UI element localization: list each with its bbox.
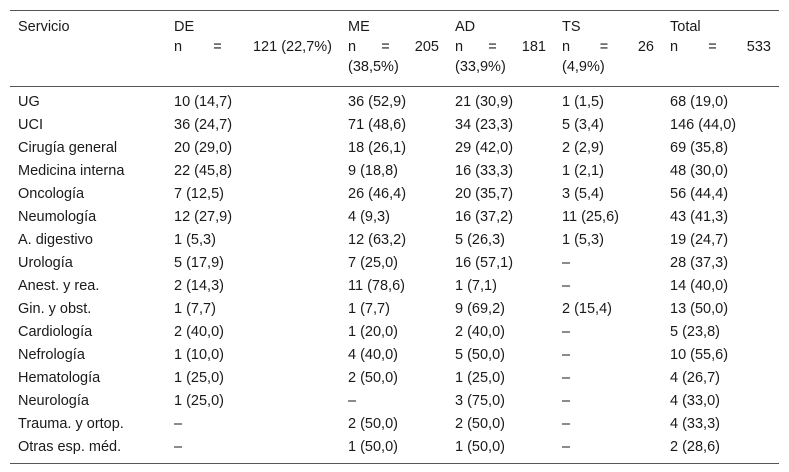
table-cell: 1 (25,0): [174, 370, 224, 386]
eq-label: =: [599, 39, 609, 55]
table-cell: 11 (25,6): [562, 209, 619, 225]
table-row: [10, 413, 779, 436]
service-name-cell: A. digestivo: [18, 232, 93, 248]
table-row: [10, 183, 779, 206]
header-count: 121 (22,7%): [252, 39, 332, 55]
table-cell: 16 (57,1): [455, 255, 514, 271]
table-cell: 13 (50,0): [670, 301, 729, 317]
service-name-cell: Oncología: [18, 186, 85, 202]
table-cell: 2 (50,0): [348, 370, 398, 386]
service-distribution-table: [10, 10, 779, 464]
table-cell: 1 (1,5): [562, 94, 604, 110]
table-cell: 12 (63,2): [348, 232, 407, 248]
table-cell: 68 (19,0): [670, 94, 729, 110]
service-name-cell: Otras esp. méd.: [18, 439, 122, 455]
service-name-cell: Trauma. y ortop.: [18, 416, 124, 432]
service-name-cell: Medicina interna: [18, 163, 125, 179]
table-row: [10, 321, 779, 344]
header-title: Servicio: [18, 19, 70, 35]
header-count-line: [670, 37, 771, 57]
service-name-cell: Urología: [18, 255, 73, 271]
table-row: [10, 390, 779, 413]
table-cell: 43 (41,3): [670, 209, 729, 225]
table-body: [10, 87, 779, 464]
table-cell: 20 (29,0): [174, 140, 233, 156]
table-row: [10, 137, 779, 160]
table-cell: 1 (50,0): [348, 439, 398, 455]
table-cell: 1 (20,0): [348, 324, 398, 340]
table-row: [10, 87, 779, 115]
service-name-cell: UCI: [18, 117, 43, 133]
table-cell: 1 (10,0): [174, 347, 224, 363]
table-cell: 1 (7,7): [348, 301, 390, 317]
table-cell: 146 (44,0): [670, 117, 737, 133]
table-cell: 1 (2,1): [562, 163, 604, 179]
table-cell: 9 (18,8): [348, 163, 398, 179]
table-cell: 2 (15,4): [562, 301, 612, 317]
service-name-cell: Cirugía general: [18, 140, 118, 156]
header-title: ME: [348, 19, 370, 35]
table-cell: 36 (24,7): [174, 117, 233, 133]
table-cell: 28 (37,3): [670, 255, 729, 271]
header-de: [166, 11, 340, 87]
table-cell: 1 (7,7): [174, 301, 216, 317]
table-cell: 48 (30,0): [670, 163, 729, 179]
table-cell: 1 (5,3): [174, 232, 216, 248]
table-cell: 7 (12,5): [174, 186, 224, 202]
data-table-container: [10, 10, 779, 464]
table-cell: 1 (5,3): [562, 232, 604, 248]
table-cell: –: [562, 347, 571, 363]
table-cell: –: [562, 416, 571, 432]
table-cell: 2 (50,0): [348, 416, 398, 432]
table-cell: 2 (40,0): [455, 324, 505, 340]
header-servicio: [10, 11, 166, 87]
header-ts: [554, 11, 662, 87]
table-cell: –: [562, 278, 571, 294]
table-cell: 19 (24,7): [670, 232, 729, 248]
table-cell: 16 (33,3): [455, 163, 514, 179]
header-row: [10, 11, 779, 87]
header-title: TS: [562, 19, 581, 35]
n-label: n: [348, 39, 357, 55]
table-row: [10, 252, 779, 275]
n-label: n: [455, 39, 464, 55]
n-label: n: [174, 39, 183, 55]
header-count: 205: [414, 39, 439, 55]
table-cell: 5 (3,4): [562, 117, 604, 133]
header-count-line: [174, 37, 332, 57]
service-name-cell: UG: [18, 94, 40, 110]
table-row: [10, 114, 779, 137]
service-name-cell: Nefrología: [18, 347, 85, 363]
header-count: 533: [746, 39, 771, 55]
table-cell: 3 (75,0): [455, 393, 505, 409]
table-cell: 4 (9,3): [348, 209, 390, 225]
table-row: [10, 160, 779, 183]
table-cell: 10 (55,6): [670, 347, 729, 363]
table-cell: –: [562, 255, 571, 271]
table-cell: 2 (14,3): [174, 278, 224, 294]
service-name-cell: Gin. y obst.: [18, 301, 92, 317]
header-percent: (4,9%): [562, 59, 605, 75]
table-cell: 4 (26,7): [670, 370, 720, 386]
header-percent: (38,5%): [348, 59, 399, 75]
header-percent: (33,9%): [455, 59, 506, 75]
table-cell: 36 (52,9): [348, 94, 407, 110]
header-count-line: [562, 37, 654, 57]
n-label: n: [670, 39, 679, 55]
table-cell: 26 (46,4): [348, 186, 407, 202]
header-me: [340, 11, 447, 87]
header-title: Total: [670, 19, 701, 35]
table-cell: 5 (50,0): [455, 347, 505, 363]
table-cell: 71 (48,6): [348, 117, 407, 133]
service-name-cell: Anest. y rea.: [18, 278, 100, 294]
header-ad: [447, 11, 554, 87]
table-cell: 56 (44,4): [670, 186, 729, 202]
table-cell: 5 (17,9): [174, 255, 224, 271]
table-row: [10, 436, 779, 464]
header-count: 181: [521, 39, 546, 55]
service-name-cell: Neurología: [18, 393, 89, 409]
table-cell: 2 (28,6): [670, 439, 720, 455]
table-cell: –: [562, 370, 571, 386]
table-cell: 12 (27,9): [174, 209, 233, 225]
table-cell: 16 (37,2): [455, 209, 514, 225]
table-cell: 20 (35,7): [455, 186, 514, 202]
table-cell: 2 (40,0): [174, 324, 224, 340]
service-name-cell: Neumología: [18, 209, 97, 225]
eq-label: =: [488, 39, 497, 55]
table-cell: 4 (33,3): [670, 416, 720, 432]
table-cell: 7 (25,0): [348, 255, 398, 271]
table-cell: 2 (50,0): [455, 416, 505, 432]
header-total: [662, 11, 779, 87]
eq-label: =: [381, 39, 390, 55]
header-title: DE: [174, 19, 195, 35]
table-cell: 14 (40,0): [670, 278, 729, 294]
table-cell: 5 (23,8): [670, 324, 720, 340]
service-name-cell: Hematología: [18, 370, 101, 386]
table-cell: 34 (23,3): [455, 117, 514, 133]
table-cell: 29 (42,0): [455, 140, 514, 156]
table-cell: –: [174, 439, 183, 455]
header-count-line: [455, 37, 546, 57]
table-cell: 18 (26,1): [348, 140, 407, 156]
table-row: [10, 367, 779, 390]
table-cell: 69 (35,8): [670, 140, 729, 156]
table-cell: 9 (69,2): [455, 301, 505, 317]
header-count: 26: [637, 39, 654, 55]
table-cell: 5 (26,3): [455, 232, 505, 248]
table-header: [10, 11, 779, 87]
table-cell: 4 (33,0): [670, 393, 720, 409]
eq-label: =: [213, 39, 222, 55]
header-count-line: [348, 37, 439, 57]
table-row: [10, 206, 779, 229]
n-label: n: [562, 39, 571, 55]
table-row: [10, 344, 779, 367]
service-name-cell: Cardiología: [18, 324, 93, 340]
table-cell: 11 (78,6): [348, 278, 405, 294]
table-cell: –: [562, 324, 571, 340]
table-cell: 4 (40,0): [348, 347, 398, 363]
table-cell: 22 (45,8): [174, 163, 233, 179]
table-row: [10, 229, 779, 252]
table-cell: 2 (2,9): [562, 140, 604, 156]
table-cell: 10 (14,7): [174, 94, 233, 110]
table-cell: –: [562, 439, 571, 455]
table-row: [10, 275, 779, 298]
table-cell: 1 (50,0): [455, 439, 505, 455]
table-cell: –: [562, 393, 571, 409]
table-cell: 21 (30,9): [455, 94, 514, 110]
table-cell: –: [174, 416, 183, 432]
table-cell: 1 (25,0): [455, 370, 505, 386]
header-title: AD: [455, 19, 476, 35]
table-row: [10, 298, 779, 321]
table-cell: –: [348, 393, 357, 409]
table-cell: 3 (5,4): [562, 186, 604, 202]
table-cell: 1 (25,0): [174, 393, 224, 409]
table-cell: 1 (7,1): [455, 278, 497, 294]
eq-label: =: [708, 39, 717, 55]
